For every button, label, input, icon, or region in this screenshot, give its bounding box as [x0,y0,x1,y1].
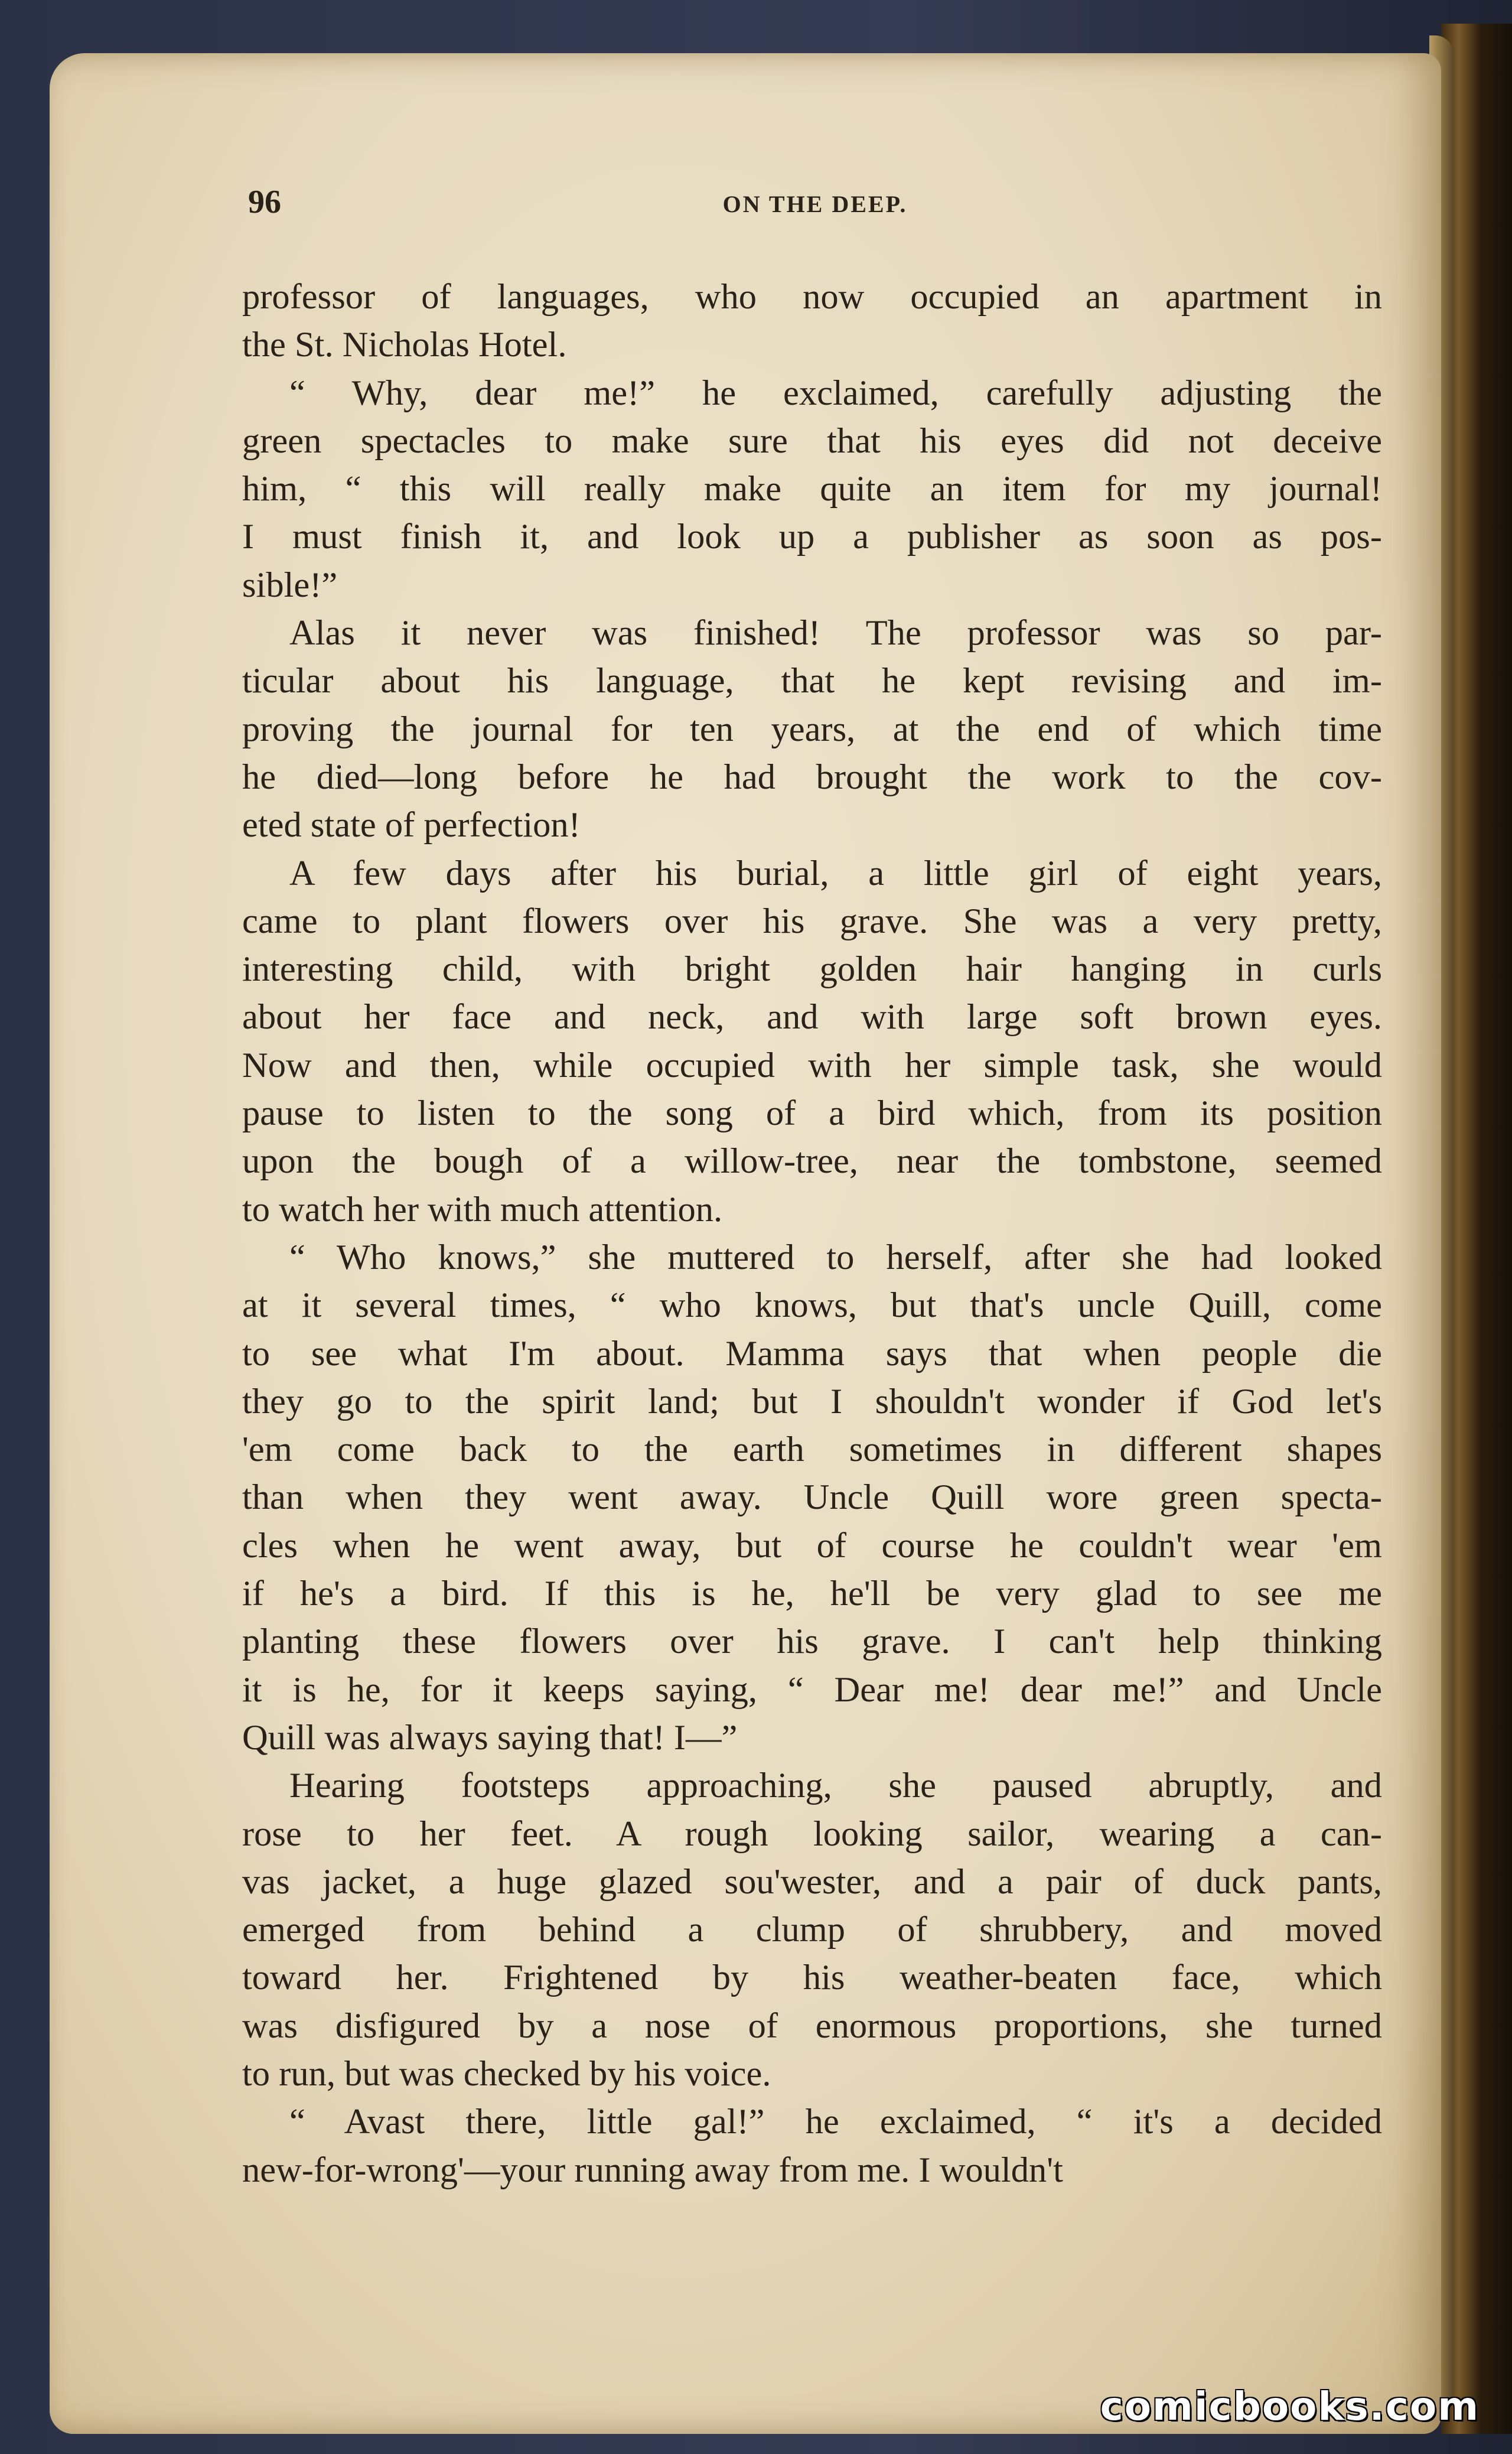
text-line: planting these flowers over his grave. I can't help thinking [242,1622,1382,1662]
text-line: upon the bough of a willow-tree, near the tombstone, seemed [242,1141,1382,1182]
text-line: sible!” [242,565,338,605]
text-line: eted state of perfection! [242,805,581,845]
text-line: was disfigured by a nose of enormous proportions, she turned [242,2006,1382,2046]
text-line: A few days after his burial, a little girl of eight years, [289,853,1382,893]
text-line: interesting child, with bright golden hair hanging in curls [242,949,1382,990]
text-line: to see what I'm about. Mamma says that when people die [242,1333,1382,1374]
text-line: emerged from behind a clump of shrubbery, and moved [242,1910,1382,1950]
text-line: proving the journal for ten years, at the end of which time [242,709,1382,749]
text-line: him, “ this will really make quite an item for my journal! [242,469,1382,509]
body-text [242,273,1382,2194]
text-line: professor of languages, who now occupied an apartment in [242,277,1382,317]
text-line: vas jacket, a huge glazed sou'wester, and a pair of duck pants, [242,1861,1382,1902]
text-line: at it several times, “ who knows, but that's uncle Quill, come [242,1285,1382,1326]
text-line: toward her. Frightened by his weather-beaten face, which [242,1958,1382,1998]
text-line: Quill was always saying that! I—” [242,1717,738,1757]
text-line: rose to her feet. A rough looking sailor, wearing a can- [242,1814,1382,1854]
page-header [248,177,1382,230]
page-number: 96 [248,184,281,220]
text-line: “ Why, dear me!” he exclaimed, carefully adjusting the [289,373,1382,413]
text-line: new-for-wrong'—your running away from me. I wouldn't [242,2150,1063,2190]
watermark-logo: comicbooks.com [1100,2384,1480,2429]
text-line: Now and then, while occupied with her simple task, she would [242,1045,1382,1085]
text-line: about her face and neck, and with large soft brown eyes. [242,997,1382,1037]
text-line: “ Who knows,” she muttered to herself, after she had looked [289,1237,1382,1277]
text-line: cles when he went away, but of course he couldn't wear 'em [242,1525,1382,1566]
text-line: the St. Nicholas Hotel. [242,325,567,365]
text-line: Alas it never was finished! The professor was so par- [289,613,1382,653]
text-line: if he's a bird. If this is he, he'll be very glad to see me [242,1574,1382,1614]
text-line: Hearing footsteps approaching, she paused abruptly, and [289,1766,1382,1806]
text-line: I must finish it, and look up a publisher as soon as pos- [242,517,1382,557]
text-line: came to plant flowers over his grave. She was a very pretty, [242,901,1382,941]
text-line: to run, but was checked by his voice. [242,2053,771,2094]
text-line: 'em come back to the earth sometimes in different shapes [242,1430,1382,1470]
text-line: than when they went away. Uncle Quill wore green specta- [242,1477,1382,1518]
text-line: “ Avast there, little gal!” he exclaimed, “ it's a decided [289,2102,1382,2142]
text-line: green spectacles to make sure that his eyes did not deceive [242,421,1382,461]
text-line: it is he, for it keeps saying, “ Dear me! dear me!” and Uncle [242,1669,1382,1710]
text-line: ticular about his language, that he kept revising and im- [242,661,1382,701]
text-line: they go to the spirit land; but I shouldn't wonder if God let's [242,1381,1382,1421]
running-head: ON THE DEEP. [722,191,908,217]
text-line: pause to listen to the song of a bird which, from its position [242,1093,1382,1134]
text-line: to watch her with much attention. [242,1189,723,1229]
text-line: he died—long before he had brought the work to the cov- [242,757,1382,797]
